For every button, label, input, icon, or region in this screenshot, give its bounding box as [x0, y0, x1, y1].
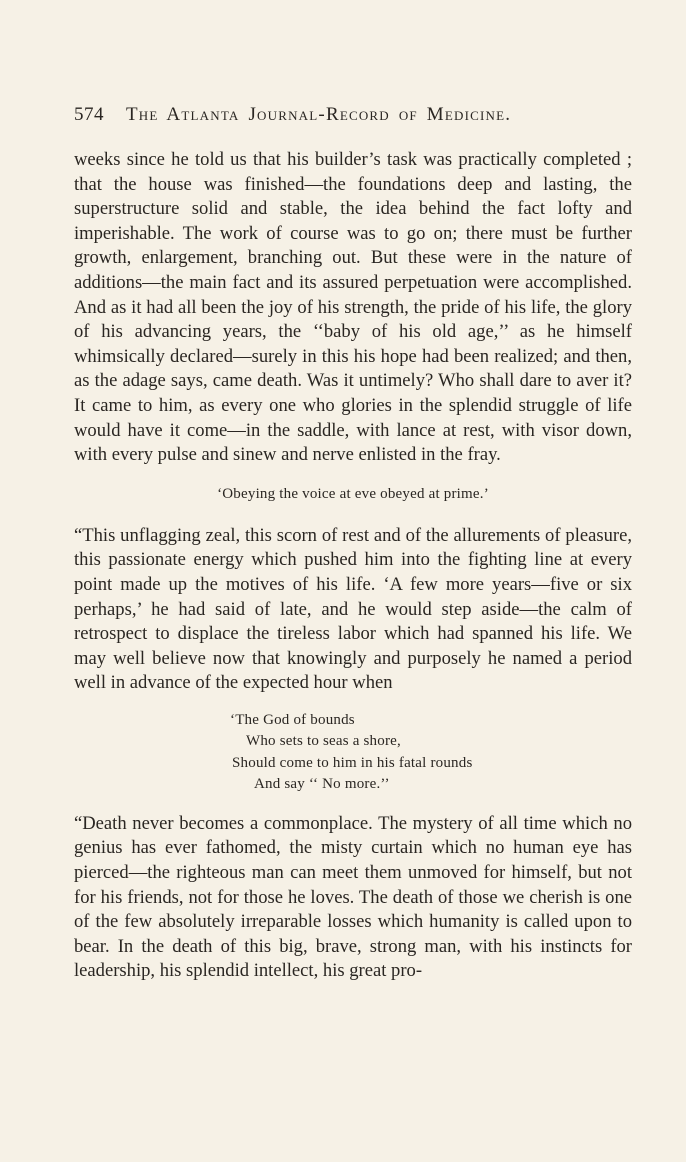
journal-title: The Atlanta Journal-Record of Medicine.: [126, 104, 512, 125]
verse-line-3: Should come to him in his fatal rounds: [232, 754, 473, 771]
running-head: [74, 104, 632, 138]
paragraph-2: “This unflagging zeal, this scorn of rest and of the allurements of pleasure, this passionate energy which pushed him into the fighting line at every point made up the motives of his life. ‘A few more years—five or six perhaps,’ he had said of late, and he would step aside—the calm of retrospect to displace the tireless labor which had spanned his life. We may well believe now that knowingly and purposely he named a period well in advance of the expected hour when: [74, 524, 632, 694]
paragraph-1: weeks since he told us that his builder’s task was practically completed ; that the house was finished—the foundations deep and lasting, the superstructure solid and stable, the idea behind the fact lofty and imperishable. The work of course was to go on; there must be further growth, enlargement, branching out. But these were in the nature of additions—the main fact and its assured perpetuation were accomplished. And as it had all been the joy of his strength, the pride of his life, the glory of his advancing years, the ‘‘baby of his old age,’’ as he himself whimsically declared—surely in this his hope had been realized; and then, as the adage says, came death. Was it untimely? Who shall dare to aver it? It came to him, as every one who glories in the splendid struggle of life would have it come—in the saddle, with lance at rest, with visor down, with every pulse and sinew and nerve enlisted in the fray.: [74, 149, 632, 466]
book-page: [74, 104, 632, 984]
verse-line-2: Who sets to seas a shore,: [246, 733, 401, 750]
verse-block: [230, 710, 632, 796]
quotation-line: ‘Obeying the voice at eve obeyed at prime.’: [217, 485, 489, 502]
paragraph-3: “Death never becomes a commonplace. The mystery of all time which no genius has ever fathomed, the misty curtain which no human eye has pierced—the righteous man can meet them unmoved for himself, but not for his friends, not for those he loves. The death of those we cherish is one of the few absolutely irreparable losses which humanity is called upon to bear. In the death of this big, brave, strong man, with his instincts for leadership, his splendid intellect, his great pro-: [74, 812, 632, 982]
verse-line-4: And say ‘‘ No more.’’: [254, 776, 390, 793]
verse-line-1: ‘The God of bounds: [230, 711, 355, 728]
page-number: 574: [74, 104, 104, 125]
